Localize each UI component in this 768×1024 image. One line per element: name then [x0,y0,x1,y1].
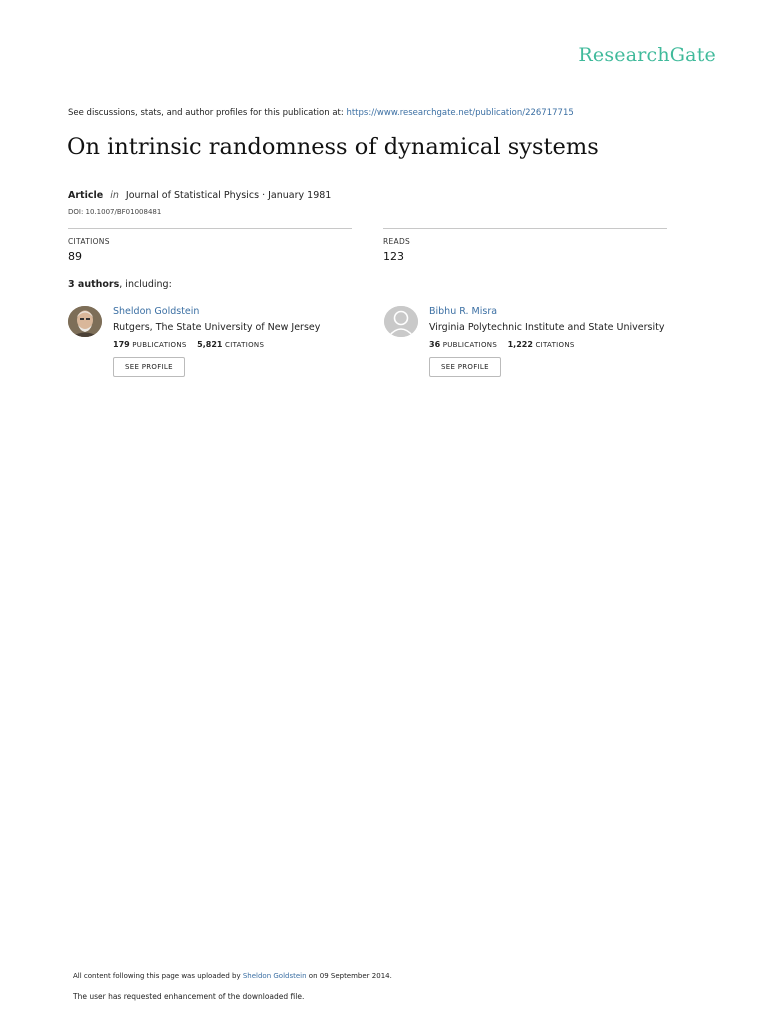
citations-value: 89 [68,250,82,263]
author-info [113,306,320,377]
publications-count: 36 [429,340,441,349]
researchgate-logo[interactable]: ResearchGate [578,44,716,66]
see-profile-button[interactable]: SEE PROFILE [113,357,185,377]
authors-count: 3 authors [68,279,120,290]
author-info [429,306,664,377]
author-citations-label: CITATIONS [535,341,575,349]
reads-stat [383,228,667,263]
author-name-link[interactable]: Sheldon Goldstein [113,306,200,317]
enhancement-note: The user has requested enhancement of the downloaded file. [73,992,305,1001]
upload-prefix: All content following this page was uploaded by [73,972,241,980]
author-institution: Virginia Polytechnic Institute and State University [429,322,665,333]
author-citations-label: CITATIONS [225,341,265,349]
author-citations-count: 1,222 [507,340,533,349]
upload-suffix: on 09 September 2014. [308,972,392,980]
reads-label: READS [383,237,411,246]
publication-type: Article [68,190,104,201]
publications-label: PUBLICATIONS [442,341,498,349]
avatar[interactable] [384,306,418,337]
publications-count: 179 [113,340,130,349]
publication-title: On intrinsic randomness of dynamical systems [67,134,599,160]
in-label: in [110,190,119,201]
publications-label: PUBLICATIONS [132,341,187,349]
author-stats [113,340,320,349]
authors-suffix: , including: [119,279,172,290]
author-photo-icon [68,306,102,337]
default-user-icon [384,306,418,337]
reads-value: 123 [383,250,404,263]
publication-url-link[interactable]: https://www.researchgate.net/publication/226717715 [346,108,574,118]
authors-heading [68,279,172,290]
upload-note [73,972,392,980]
discussion-note [68,108,574,118]
journal-date: Journal of Statistical Physics · January 1981 [125,190,332,201]
citations-label: CITATIONS [68,237,110,246]
see-profile-button[interactable]: SEE PROFILE [429,357,501,377]
publication-meta [68,190,331,201]
author-name-link[interactable]: Bibhu R. Misra [429,306,498,317]
citations-stat [68,228,352,263]
discussion-text: See discussions, stats, and author profiles for this publication at: [68,108,344,118]
author-institution: Rutgers, The State University of New Jersey [113,322,321,333]
doi: DOI: 10.1007/BF01008481 [68,208,162,216]
uploader-link[interactable]: Sheldon Goldstein [242,972,307,980]
author-stats [429,340,664,349]
author-citations-count: 5,821 [197,340,223,349]
avatar[interactable] [68,306,102,337]
